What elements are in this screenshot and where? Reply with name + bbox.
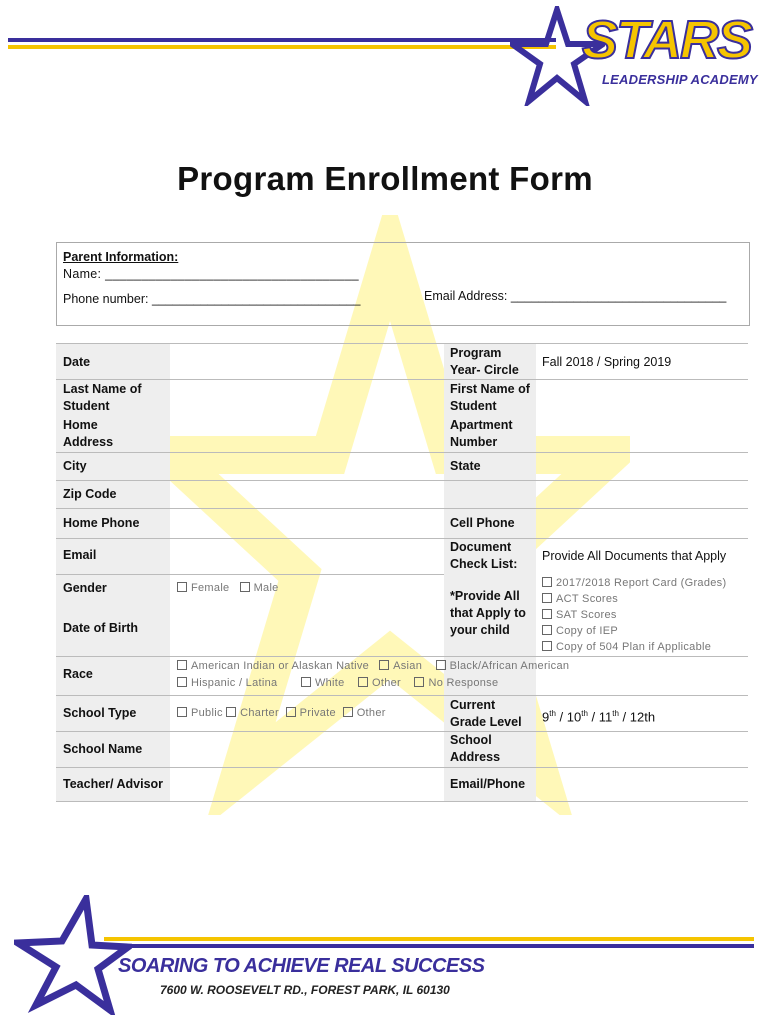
label-first-name: First Name of Student — [450, 382, 530, 413]
grade-options[interactable]: 9th / 10th / 11th / 12th — [542, 709, 656, 725]
race-options[interactable]: American Indian or Alaskan Native Asian Black/African American Hispanic / Latina White Other No Response — [177, 658, 569, 691]
label-program-year: Program Year- Circle — [450, 346, 519, 377]
label-cell-phone: Cell Phone — [450, 516, 515, 530]
label-school-address: School Address — [450, 733, 501, 764]
doc-item[interactable]: SAT Scores — [542, 607, 726, 623]
school-type-options[interactable]: Public Charter Private Other — [177, 705, 386, 721]
footer-address: 7600 W. ROOSEVELT RD., FOREST PARK, IL 60130 — [160, 983, 450, 997]
doc-checklist-value: Provide All Documents that Apply — [542, 549, 727, 563]
doc-item[interactable]: 2017/2018 Report Card (Grades) — [542, 575, 726, 591]
label-school-name: School Name — [63, 742, 143, 756]
label-home-address: Home Address — [63, 418, 114, 449]
parent-phone-field[interactable]: Phone number: ______________________________ — [63, 292, 361, 306]
label-gender: Gender — [63, 581, 107, 595]
footer-gold-line — [104, 937, 754, 941]
label-zip: Zip Code — [63, 487, 117, 501]
label-email-phone: Email/Phone — [450, 777, 526, 791]
doc-item[interactable]: ACT Scores — [542, 591, 726, 607]
label-teacher: Teacher/ Advisor — [63, 777, 164, 791]
parent-email-field[interactable]: Email Address: _______________________________ — [424, 289, 727, 303]
label-current-grade: Current Grade Level — [450, 698, 522, 729]
program-year-value[interactable]: Fall 2018 / Spring 2019 — [542, 355, 672, 369]
footer-star-icon — [14, 895, 132, 1015]
label-home-phone: Home Phone — [63, 516, 140, 530]
parent-info-heading: Parent Information: — [63, 250, 179, 264]
label-race: Race — [63, 667, 93, 681]
parent-name-field[interactable]: Name: ___________________________________ — [63, 267, 359, 281]
gender-female-checkbox[interactable] — [177, 582, 187, 592]
logo-title: STARS — [582, 10, 752, 70]
label-doc-checklist: Document Check List: — [450, 540, 518, 571]
gender-male-checkbox[interactable] — [240, 582, 250, 592]
label-provide-all: *Provide All that Apply to your child — [450, 589, 526, 637]
page-title: Program Enrollment Form — [177, 160, 593, 197]
label-date: Date — [63, 355, 91, 369]
header-blue-line — [8, 38, 556, 42]
label-city: City — [63, 459, 87, 473]
header-gold-line — [8, 45, 556, 49]
gender-options[interactable]: Female Male — [177, 580, 279, 596]
documents-list[interactable] — [542, 575, 726, 655]
footer-tagline: SOARING TO ACHIEVE REAL SUCCESS — [118, 955, 485, 977]
logo-subtitle: LEADERSHIP ACADEMY — [602, 72, 758, 87]
label-dob: Date of Birth — [63, 621, 138, 635]
label-apartment: Apartment Number — [450, 418, 513, 449]
label-last-name: Last Name of Student — [63, 382, 142, 413]
label-email: Email — [63, 548, 97, 562]
label-state: State — [450, 459, 481, 473]
doc-item[interactable]: Copy of IEP — [542, 623, 726, 639]
footer-blue-line — [104, 944, 754, 948]
label-school-type: School Type — [63, 706, 137, 720]
doc-item[interactable]: Copy of 504 Plan if Applicable — [542, 639, 726, 655]
